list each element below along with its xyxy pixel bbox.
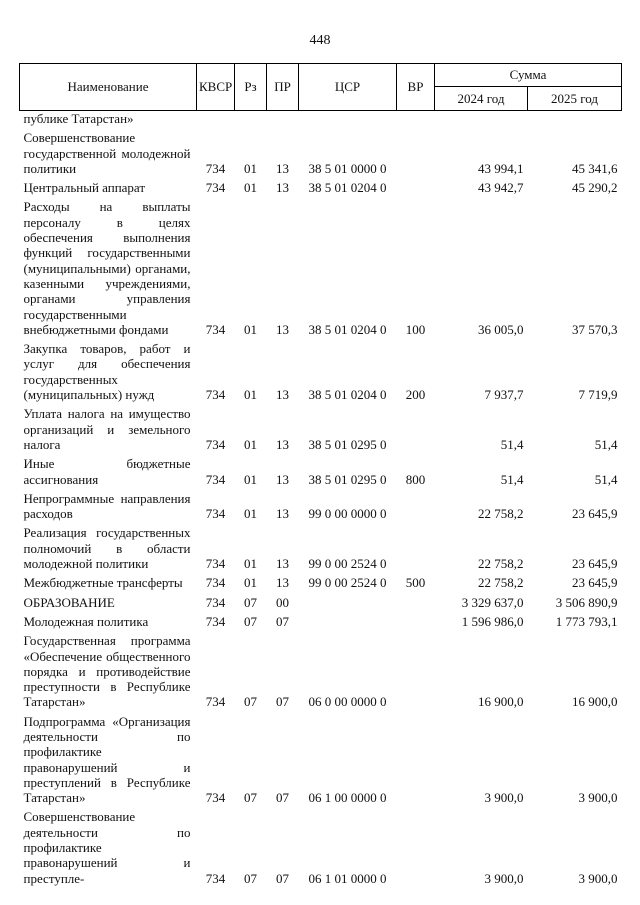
row-vr: [397, 710, 435, 806]
row-csr: 38 5 01 0204 0: [308, 321, 387, 337]
row-pr: 13: [276, 436, 289, 452]
row-kvsr: 734: [205, 694, 226, 710]
row-pr: 13: [276, 180, 289, 196]
row-amount-2024: [435, 111, 528, 127]
row-name: Межбюджетные трансферты: [23, 575, 183, 591]
row-rz: 01: [244, 160, 257, 176]
row-amount-2025: 23 645,9: [572, 506, 618, 522]
row-kvsr: 734: [205, 613, 226, 629]
row-amount-2025: 45 341,6: [572, 160, 618, 176]
row-name: Совершенствование государственной молодежной политики: [23, 130, 191, 176]
row-amount-2024: 3 900,0: [484, 790, 524, 806]
row-name: Иные бюджетные ассигнования: [23, 456, 191, 487]
table-body: [20, 111, 622, 886]
row-csr: [299, 111, 397, 127]
row-name: Подпрограмма «Организация деятельности по профилактике правонарушений и преступлений в Республике Татарстан»: [23, 713, 191, 806]
row-name: Молодежная политика: [23, 613, 149, 629]
table-row: [20, 521, 622, 571]
row-vr: 100: [405, 321, 426, 337]
header-name: Наименование: [20, 64, 197, 111]
row-vr: [397, 629, 435, 709]
row-name: Совершенствование деятельности по профилактике правонарушений и преступле-: [23, 809, 191, 886]
row-kvsr: 734: [205, 160, 226, 176]
row-pr: 13: [276, 160, 289, 176]
row-csr: [299, 610, 397, 629]
row-csr: 38 5 01 0000 0: [308, 160, 387, 176]
row-kvsr: 734: [205, 506, 226, 522]
row-amount-2024: 22 758,2: [478, 556, 524, 572]
row-kvsr: 734: [205, 180, 226, 196]
row-name: Расходы на выплаты персоналу в целях обеспечения выполнения функций государственными (муниципальными) органами, казенными учреждениями, органами управления государственными внебюджетными фондами: [23, 199, 191, 337]
row-kvsr: 734: [205, 321, 226, 337]
row-name: Центральный аппарат: [23, 180, 146, 196]
row-kvsr: 734: [205, 870, 226, 886]
row-pr: 13: [276, 387, 289, 403]
row-pr: 07: [276, 694, 289, 710]
row-csr: 06 0 00 0000 0: [308, 694, 387, 710]
row-amount-2024: 51,4: [500, 471, 524, 487]
row-kvsr: [197, 111, 235, 127]
header-csr: ЦСР: [299, 64, 397, 111]
header-vr: ВР: [397, 64, 435, 111]
row-rz: 07: [244, 694, 257, 710]
row-name: Государственная программа «Обеспечение общественного порядка и противодействие преступности в Республике Татарстан»: [23, 633, 191, 710]
table-row: [20, 195, 622, 337]
table-row: [20, 452, 622, 487]
table-row: [20, 176, 622, 195]
row-kvsr: 734: [205, 556, 226, 572]
row-amount-2025: 3 900,0: [578, 870, 618, 886]
row-amount-2024: 22 758,2: [478, 506, 524, 522]
row-amount-2025: 23 645,9: [572, 575, 618, 591]
row-vr: 500: [405, 575, 426, 591]
row-kvsr: 734: [205, 436, 226, 452]
row-vr: 200: [405, 387, 426, 403]
row-pr: 00: [276, 594, 289, 610]
row-pr: 13: [276, 556, 289, 572]
row-vr: [397, 591, 435, 610]
row-rz: [235, 111, 267, 127]
header-year-2024: 2024 год: [435, 87, 528, 111]
row-kvsr: 734: [205, 387, 226, 403]
row-name: Реализация государственных полномочий в области молодежной политики: [23, 525, 191, 572]
budget-table: [19, 63, 622, 886]
row-pr: 13: [276, 471, 289, 487]
row-rz: 01: [244, 387, 257, 403]
table-row: [20, 710, 622, 806]
row-rz: 01: [244, 180, 257, 196]
table-row: [20, 487, 622, 522]
row-rz: 01: [244, 436, 257, 452]
row-name: Уплата налога на имущество организаций и земельного налога: [23, 406, 191, 452]
page-number: 448: [309, 33, 331, 48]
row-amount-2024: 3 329 637,0: [461, 594, 524, 610]
row-pr: 13: [276, 506, 289, 522]
table-header: [20, 64, 622, 111]
header-kvsr: КВСР: [197, 64, 235, 111]
table-row: [20, 337, 622, 402]
row-vr: [397, 610, 435, 629]
row-pr: 07: [276, 870, 289, 886]
row-amount-2025: 51,4: [594, 471, 618, 487]
row-amount-2024: 43 942,7: [478, 180, 524, 196]
header-rz: Рз: [235, 64, 267, 111]
row-name: Закупка товаров, работ и услуг для обеспечения государственных (муниципальных) нужд: [23, 341, 191, 403]
row-kvsr: 734: [205, 790, 226, 806]
row-pr: 07: [276, 613, 289, 629]
row-csr: 99 0 00 2524 0: [308, 575, 387, 591]
row-pr: 13: [276, 321, 289, 337]
row-rz: 01: [244, 575, 257, 591]
table-row: [20, 591, 622, 610]
row-amount-2024: 7 937,7: [484, 387, 524, 403]
row-amount-2025: 16 900,0: [572, 694, 618, 710]
row-amount-2025: 51,4: [594, 436, 618, 452]
row-amount-2025: 7 719,9: [578, 387, 618, 403]
row-vr: [397, 521, 435, 571]
row-kvsr: 734: [205, 594, 226, 610]
row-vr: [397, 402, 435, 452]
row-amount-2024: 16 900,0: [478, 694, 524, 710]
row-pr: [267, 111, 299, 127]
row-amount-2024: 22 758,2: [478, 575, 524, 591]
row-vr: [397, 487, 435, 522]
row-vr: [397, 176, 435, 195]
row-rz: 01: [244, 471, 257, 487]
header-year-2025: 2025 год: [528, 87, 622, 111]
row-pr: 13: [276, 575, 289, 591]
table-row: [20, 111, 622, 127]
table-row: [20, 629, 622, 709]
row-csr: 06 1 01 0000 0: [308, 870, 387, 886]
row-amount-2025: 3 900,0: [578, 790, 618, 806]
row-vr: [397, 111, 435, 127]
row-vr: [397, 805, 435, 885]
row-vr: [397, 126, 435, 176]
row-csr: 99 0 00 2524 0: [308, 556, 387, 572]
table-row: [20, 610, 622, 629]
row-csr: 38 5 01 0204 0: [308, 387, 387, 403]
row-vr: 800: [405, 471, 426, 487]
table-row: [20, 402, 622, 452]
row-amount-2025: 37 570,3: [572, 321, 618, 337]
row-name: ОБРАЗОВАНИЕ: [23, 594, 115, 610]
row-amount-2025: [528, 111, 622, 127]
row-amount-2025: 1 773 793,1: [555, 613, 618, 629]
row-amount-2025: 23 645,9: [572, 556, 618, 572]
row-rz: 07: [244, 613, 257, 629]
table-row: [20, 126, 622, 176]
row-amount-2024: 43 994,1: [478, 160, 524, 176]
row-csr: 38 5 01 0295 0: [308, 471, 387, 487]
row-csr: [299, 591, 397, 610]
row-kvsr: 734: [205, 575, 226, 591]
table-row: [20, 805, 622, 885]
row-pr: 07: [276, 790, 289, 806]
row-name: Непрограммные направления расходов: [23, 490, 191, 522]
row-amount-2024: 36 005,0: [478, 321, 524, 337]
row-amount-2024: 3 900,0: [484, 870, 524, 886]
row-amount-2024: 1 596 986,0: [461, 613, 524, 629]
row-csr: 99 0 00 0000 0: [308, 506, 387, 522]
row-amount-2024: 51,4: [500, 436, 524, 452]
row-csr: 38 5 01 0295 0: [308, 436, 387, 452]
row-rz: 07: [244, 790, 257, 806]
header-sum: Сумма: [435, 64, 622, 87]
row-rz: 01: [244, 556, 257, 572]
row-rz: 01: [244, 321, 257, 337]
row-csr: 38 5 01 0204 0: [308, 180, 387, 196]
row-amount-2025: 45 290,2: [572, 180, 618, 196]
row-rz: 01: [244, 506, 257, 522]
row-amount-2025: 3 506 890,9: [555, 594, 618, 610]
row-name: публике Татарстан»: [23, 111, 134, 126]
row-csr: 06 1 00 0000 0: [308, 790, 387, 806]
row-kvsr: 734: [205, 471, 226, 487]
header-pr: ПР: [267, 64, 299, 111]
table-row: [20, 571, 622, 590]
row-rz: 07: [244, 870, 257, 886]
row-rz: 07: [244, 594, 257, 610]
